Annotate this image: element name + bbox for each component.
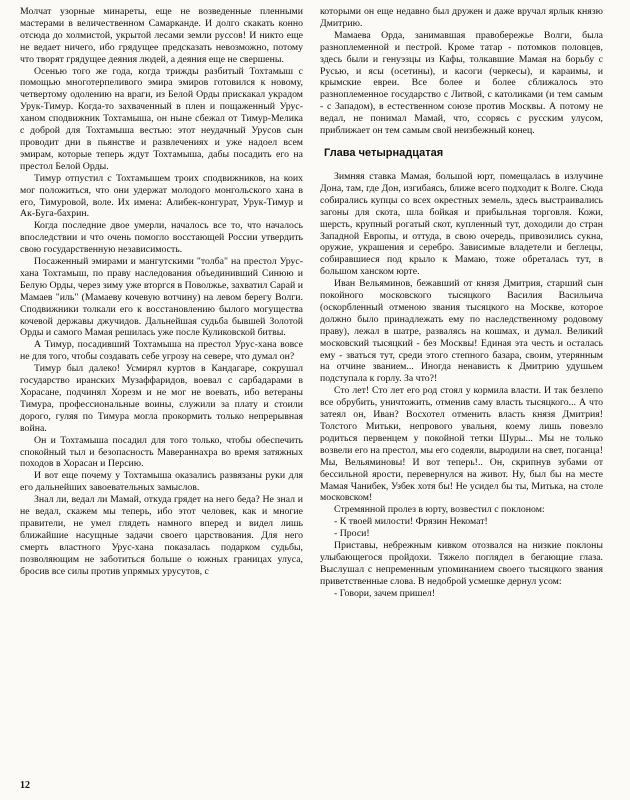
paragraph: которыми он еще недавно был дружен и даже вручал ярлык князю Дмитрию. (320, 6, 603, 29)
paragraph: Посаженный эмирами и мангутскими "толба" на престол Урус-хана Тохтамыш, по праву наследования объединивший Синюю и Белую Орды, через зиму уже вторгся в Поволжье, захватил Сарай и Мамаев "иль" (Мамаеву кочевую вотчину) на левом берегу Волги. Сподвижники толкали его к восстановлению былого могущества кочевой державы джучидов. Дальнейшая судьба бывшей Золотой Орды и самого Мамая решилась уже после Куликовской битвы. (20, 256, 303, 339)
paragraph: Он и Тохтамыша посадил для того только, чтобы обеспечить спокойный тыл и безопасность Мавераннахра во время затяжных походов в Хорасан и Персию. (20, 434, 303, 470)
chapter-heading: Глава четырнадцатая (324, 146, 444, 159)
right-column (320, 6, 603, 600)
paragraph: Знал ли, ведал ли Мамай, откуда грядет на него беда? Не знал и не ведал, скажем мы теперь, ибо этот человек, как и многие правители, не умел глядеть намного вперед и видел лишь ближайшие насущные задачи своего царствования. Для него смерть властного Урус-хана показалась подарком судьбы, позволяющим не заботиться больше о южных границах улуса, бросив все силы против упрямых урусутов, с (20, 494, 303, 577)
left-column (20, 6, 303, 578)
paragraph: Сто лет! Сто лет его род стоял у кормила власти. И так безлепо все обрубить, уничтожить, отменив саму власть тысяцкого... А что затеял он, Иван? Восхотел отменить власть князя Дмитрия! Толстого Митьки, непрового увальня, коему лишь повезло родиться первенцем у покойной тетки Шуры... Мы не только возвели его на престол, мы его содеяли, выродили на свет, поганца! Мы, Вельяминовы! И вот теперь!.. Он, скрипнув зубами от бессильной ярости, перевернулся на живот. Ну, был бы на месте Мамая Чанибек, Узбек хотя бы! Не усидел бы ты, Митька, на столе московском! (320, 385, 603, 504)
paragraph: И вот еще почему у Тохтамыша оказались развязаны руки для его дальнейших завоевательных замыслов. (20, 470, 303, 494)
paragraph: Осенью того же года, когда трижды разбитый Тохтамыш с помощью многотерпеливого эмира эмиров готовился к новому, четвертому одолению на враги, из Белой Орды прискакал украдом Урук-Тимур. Когда-то захваченный в плен и пощаженный Урус-ханом сподвижник Тохтамыша, он ныне сбежал от Тимур-Мелика с доброй для Тохтамыша вестью: этот неудачный Урусов сын проводит дни в пьянстве и развлечениях и уже надоел всем эмирам, которые теперь ждут Тохтамыша, дабы посадить его на престол Белой Орды. (20, 65, 303, 172)
paragraph: Зимняя ставка Мамая, большой юрт, помещалась в излучине Дона, там, где Дон, изгибаясь, ближе всего подходит к Волге. Сюда собирались купцы со всех окрестных земель, здесь выстраивались загоны для скота, шла бойкая и прибыльная торговля. Кожи, шерсть, крупный рогатый скот, купленный тут, доходили до стран Западной Европы, и оттуда, в свою очередь, привозились сукна, оружие, украшения и серебро. Зависимые владетели и беглецы, собиравшиеся под крыло к Мамаю, тоже обреталась тут, в большом ханском юрте. (320, 170, 603, 278)
paragraph: - Говори, зачем пришел! (334, 587, 436, 599)
paragraph: Тимур отпустил с Тохтамышем троих сподвижников, на коих мог положиться, что они удержат молодого монгольского хана в его, Тимуровой, воле. Их имена: Алибек-конгурат, Урук-Тимур и Ак-Буга-бахрин. (20, 172, 303, 220)
paragraph: Тимур был далеко! Усмирял куртов в Кандагаре, сокрушал государство иранских Музаффаридов, воевал с сарбадарами в Хорасане, подчинял Хорезм и не мог не воевать, ибо ветераны Тимура, профессиональные воины, служили за плату и стоили дорого, гуляя по Тимура могла прокормить только непрерывная война. (20, 363, 303, 434)
paragraph: Когда последние двое умерли, началось все то, что началось впоследствии и что очень помогло восстающей России утвердить свою государственную независимость. (20, 220, 303, 256)
paragraph: Мамаева Орда, занимавшая правобережье Волги, была разноплеменной и пестрой. Кроме татар - потомков половцев, здесь были и генуэзцы из Кафы, толкавшие Мамая на борьбу с Русью, и ясы (осетины), и касоги (черкесы), и караимы, и крымские евреи. Все более и более сближалось это разноплеменное государство с Литвой, с католиками (и тем самым - с Западом), в естественном союзе против Москвы. А потому не ведал, не понимал Мамай, что, ссорясь с русским улусом, приближает он тем самым свой неизбежный конец. (320, 29, 603, 137)
paragraph: А Тимур, посадивший Тохтамыша на престол Урус-хана вовсе не для того, чтобы создавать себе угрозу на севере, что думал он? (20, 339, 303, 363)
paragraph: Приставы, небрежным кивком отозвался на низкие поклоны улыбающегося пройдохи. Тяжело поглядел в бегающие глаза. Выслушал с непременным упоминанием своего тысяцкого звания приветственные слова. В недоброй усмешке дернул усом: (320, 540, 603, 587)
paragraph: Молчат узорные минареты, еще не возведенные пленными мастерами в величественном Самарканде. И долго скакать конно отсюда до холмистой, укрытой лесами земли руссов! И никто еще не ведает ничего, ибо грядущее предсказать невозможно, потому что творят грядущее деяния людей, а деяния еще не свершены. (20, 6, 303, 65)
page-number: 12 (20, 780, 30, 791)
paragraph: - К твоей милости! Фрязин Некомат! (334, 516, 488, 528)
paragraph: Иван Вельяминов, бежавший от князя Дмитрия, старший сын покойного московского тысяцкого Василия Васильича (оскорбленный отменою звания тысяцкого на Москве, которое должно было принадлежать ему по наследственному родовому праву), лежал в шатре, развалясь на кошмах, и думал. Великий московский тысяцкий - без Москвы! Единая эта честь и осталась ему - зваться тут, среди этого степного базара, своим, утерянным на отчине званием... Иногда ненависть к Дмитрию удушьем подступала к горлу. За что?! (320, 278, 603, 385)
paragraph: Стремянной пролез в юрту, возвестил с поклоном: (334, 504, 545, 516)
paragraph: - Проси! (334, 528, 370, 540)
